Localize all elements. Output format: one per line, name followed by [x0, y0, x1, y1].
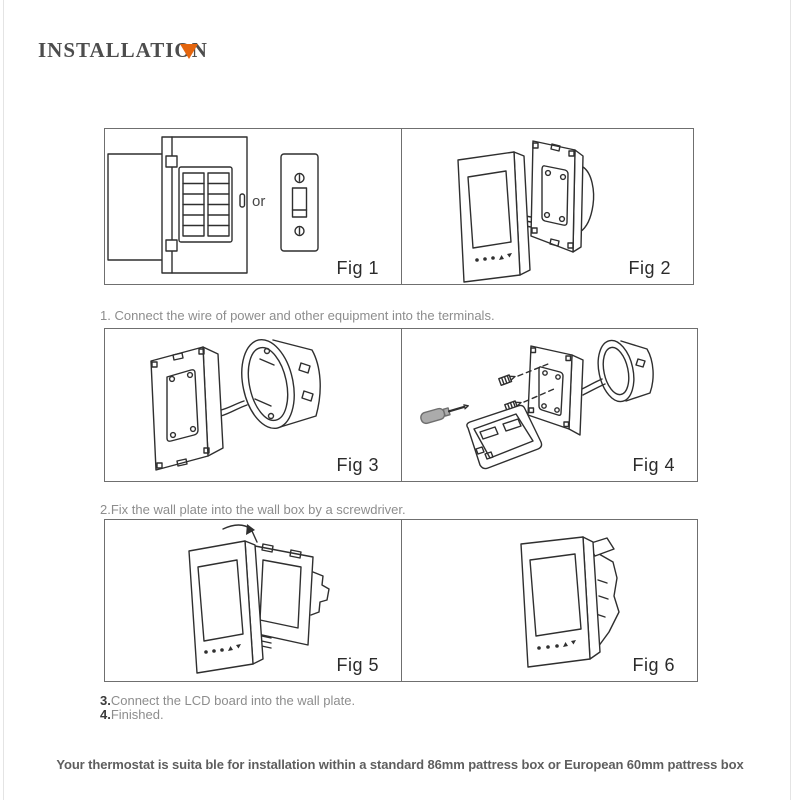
step-3-caption — [100, 694, 355, 708]
screwdriver-icon — [420, 400, 470, 424]
step-3-number: 3. — [100, 693, 111, 708]
step-2-caption: 2.Fix the wall plate into the wall box by a screwdriver. — [100, 502, 406, 517]
figure-row-3 — [104, 519, 698, 682]
or-label: or — [252, 193, 266, 210]
page-right-edge-line — [790, 0, 791, 800]
step-3-text: Connect the LCD board into the wall plate. — [110, 693, 356, 708]
page-left-edge-line — [3, 0, 4, 800]
figure-row-2 — [104, 328, 698, 482]
fig2-label: Fig 2 — [628, 258, 671, 278]
fig1-label: Fig 1 — [336, 258, 379, 278]
fig3-cell — [105, 329, 402, 481]
fig5-cell — [105, 520, 402, 681]
fig6-cell — [402, 520, 697, 681]
fig5-label: Fig 5 — [336, 655, 379, 675]
step-3-4-captions — [100, 694, 355, 722]
fig3-label: Fig 3 — [336, 455, 379, 475]
fig6-label: Fig 6 — [632, 655, 675, 675]
figure-row-1 — [104, 128, 694, 285]
fig2-cell — [402, 129, 693, 284]
page-title: INSTALLATION — [38, 38, 208, 62]
fig1-cell — [105, 129, 402, 284]
fig4-label: Fig 4 — [632, 455, 675, 475]
step-1-caption: 1. Connect the wire of power and other equipment into the terminals. — [100, 308, 495, 323]
pattress-box-note: Your thermostat is suita ble for installation within a standard 86mm pattress box or European 60mm pattress box — [56, 757, 744, 772]
fig4-cell — [402, 329, 697, 481]
step-4-caption — [100, 708, 355, 722]
down-triangle-icon — [180, 44, 198, 59]
step-4-number: 4. — [100, 707, 111, 722]
step-4-text: Finished. — [110, 707, 164, 722]
